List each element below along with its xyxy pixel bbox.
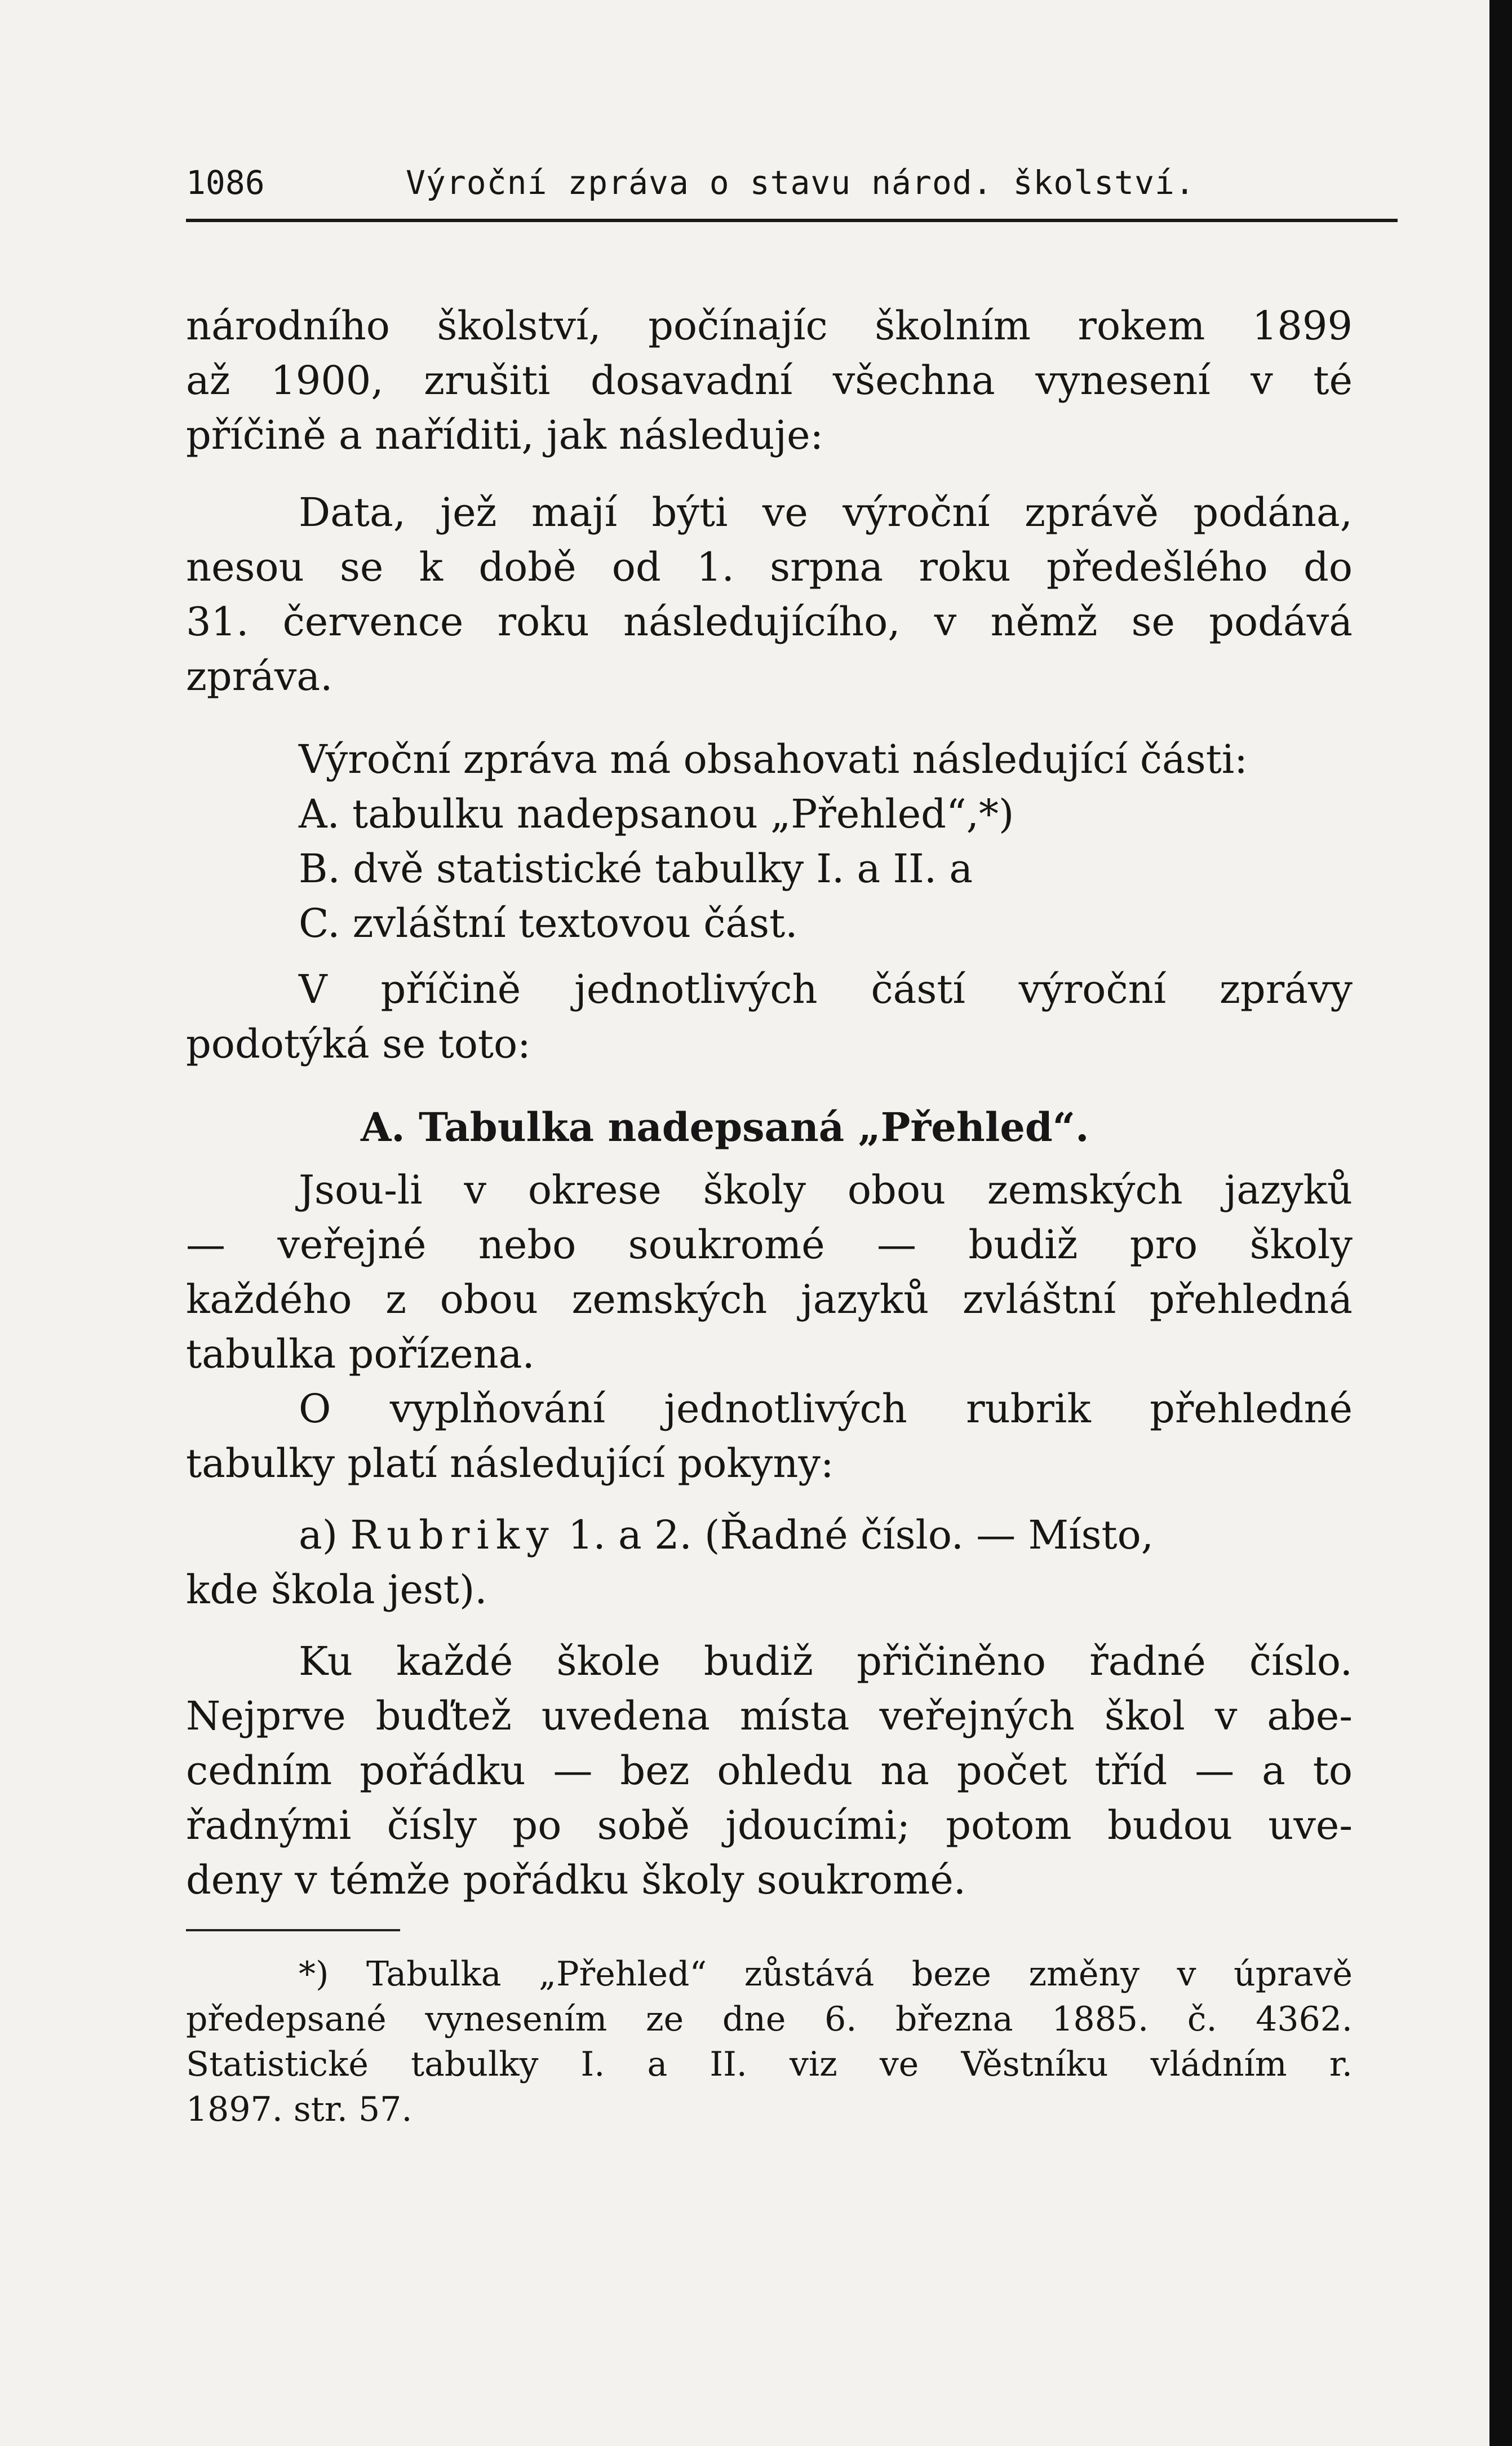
item-rest: 1. a 2. (Řadné číslo. — Místo, (568, 1512, 1154, 1558)
text-line: — veřejné nebo soukromé — budiž pro školy (186, 1222, 1353, 1268)
footnote-line: Statistické tabulky I. a II. viz ve Věstníku vládním r. (186, 2045, 1353, 2084)
section-heading: A. Tabulka nadepsaná „Přehled“. (361, 1104, 1089, 1151)
text-line (186, 1508, 1353, 1563)
list-item-b: B. dvě statistické tabulky I. a II. a (299, 846, 973, 892)
text-line: tabulky platí následující pokyny: (186, 1440, 834, 1487)
header-rule (186, 219, 1398, 222)
text-line: kde škola jest). (186, 1567, 487, 1613)
text-line: deny v témže pořádku školy soukromé. (186, 1857, 966, 1903)
text-line: podotýká se toto: (186, 1021, 531, 1067)
text-line: Nejprve buďtež uvedena místa veřejných škol v abe- (186, 1693, 1353, 1739)
paragraph-4 (186, 962, 1353, 1072)
paragraph-6 (186, 1382, 1353, 1491)
text-line: O vyplňování jednotlivých rubrik přehledné (299, 1386, 1353, 1432)
running-title: Výroční zpráva o stavu národ. školství. (406, 163, 1195, 202)
text-line: každého z obou zemských jazyků zvláštní přehledná (186, 1276, 1353, 1322)
page-number: 1086 (186, 163, 265, 202)
text-line: Výroční zpráva má obsahovati následující části: (299, 736, 1248, 782)
paragraph-2 (186, 485, 1353, 704)
footnote-line: předepsané vynesením ze dne 6. března 1885. č. 4362. (186, 2000, 1353, 2039)
text-line: zpráva. (186, 653, 333, 700)
text-line: národního školství, počínajíc školním rokem 1899 (186, 303, 1353, 349)
item-prefix: a) (299, 1512, 338, 1558)
footnote-rule (186, 1929, 400, 1931)
text-line: řadnými čísly po sobě jdoucími; potom budou uve- (186, 1802, 1353, 1848)
running-header (186, 152, 1353, 214)
text-line: 31. července roku následujícího, v němž se podává (186, 599, 1353, 645)
paragraph-3 (186, 732, 1353, 951)
paragraph-5 (186, 1163, 1353, 1382)
text-line: až 1900, zrušiti dosavadní všechna vynesení v té (186, 357, 1353, 404)
footnote (186, 1952, 1353, 2132)
text-line: V příčině jednotlivých částí výroční zprávy (299, 966, 1353, 1012)
paragraph-7 (186, 1508, 1353, 1617)
list-item-c: C. zvláštní textovou část. (299, 900, 798, 946)
text-line: příčině a naříditi, jak následuje: (186, 412, 824, 458)
text-line: nesou se k době od 1. srpna roku předešlého do (186, 544, 1353, 590)
text-line: cedním pořádku — bez ohledu na počet tříd — a to (186, 1748, 1353, 1794)
paragraph-8 (186, 1634, 1353, 1908)
text-line: Jsou-li v okrese školy obou zemských jazyků (299, 1167, 1353, 1213)
list-item-a: A. tabulku nadepsanou „Přehled“,*) (299, 791, 1014, 837)
book-page (186, 152, 1353, 2132)
text-line: Data, jež mají býti ve výroční zprávě podána, (299, 489, 1353, 536)
footnote-line: *) Tabulka „Přehled“ zůstává beze změny v úpravě (299, 1954, 1353, 1994)
text-line: Ku každé škole budiž přičiněno řadné číslo. (299, 1638, 1353, 1684)
main-text (186, 299, 1353, 2132)
text-line: tabulka pořízena. (186, 1331, 535, 1377)
spaced-word: Rubriky (350, 1512, 556, 1558)
page-edge-shadow (1489, 0, 1512, 2446)
footnote-line: 1897. str. 57. (186, 2090, 413, 2129)
paragraph-1 (186, 299, 1353, 463)
